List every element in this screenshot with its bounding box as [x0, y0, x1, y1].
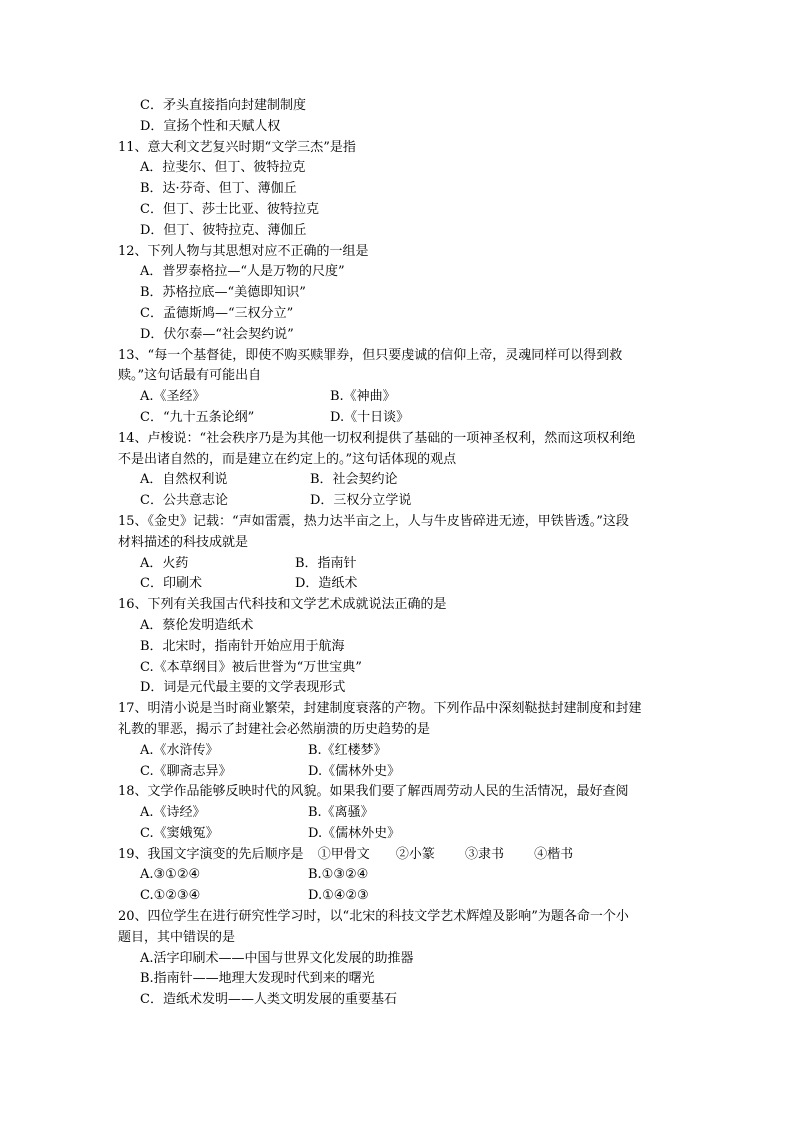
q20-option-a: A.活字印刷术——中国与世界文化发展的助推器: [140, 950, 414, 966]
q15-stem-line1: 15、《金史》记载：“声如雷震，热力达半亩之上，人与牛皮皆碎进无迹，甲铁皆透。”这段: [118, 513, 629, 529]
q19-item-3: ③隶书: [465, 846, 505, 862]
q18-option-c: C.《窦娥冤》: [140, 825, 219, 841]
q20-stem-line1: 20、四位学生在进行研究性学习时，以“北宋的科技文学艺术辉煌及影响”为题各命一个小: [118, 909, 629, 925]
q16-option-c: C.《本草纲目》被后世誉为“万世宝典”: [140, 659, 362, 675]
q11-option-d: D．但丁、彼特拉克、薄伽丘: [140, 222, 307, 238]
q15-option-b: B．指南针: [295, 555, 357, 571]
q16-option-b: B．北宋时，指南针开始应用于航海: [140, 638, 345, 654]
q12-stem: 12、下列人物与其思想对应不正确的一组是: [118, 243, 369, 259]
q12-option-b: B．苏格拉底—“美德即知识”: [140, 285, 306, 301]
q19-option-b: B.①③②④: [308, 867, 369, 883]
q15-stem-line2: 材料描述的科技成就是: [118, 534, 249, 550]
q18-options-row2: [118, 824, 678, 845]
q20-option-c: C．造纸术发明——人类文明发展的重要基石: [140, 992, 397, 1008]
q19-option-a: A.③①②④: [140, 867, 201, 883]
q18-options-row1: [118, 803, 678, 824]
q16-option-a: A．蔡伦发明造纸术: [140, 617, 254, 633]
q15-options-row1: [118, 554, 678, 575]
q11-option-a: A．拉斐尔、但丁、彼特拉克: [140, 160, 306, 176]
q20-stem-line2: 题目，其中错误的是: [118, 929, 236, 945]
q13-option-d: D.《十日谈》: [330, 409, 410, 425]
q14-option-b: B．社会契约论: [310, 472, 398, 488]
q12-option-d: D．伏尔泰—“社会契约说”: [140, 326, 294, 342]
q17-options-row1: [118, 741, 678, 762]
q17-stem-line1: 17、明清小说是当时商业繁荣，封建制度衰落的产物。下列作品中深刻鞑挞封建制度和封建: [118, 701, 642, 717]
q14-options-row1: [118, 470, 678, 491]
q17-option-c: C.《聊斋志异》: [140, 763, 232, 779]
q13-option-a: A.《圣经》: [140, 389, 206, 405]
q19-item-4: ④楷书: [534, 846, 574, 862]
q13-option-b: B.《神曲》: [330, 389, 396, 405]
q19-item-1: ①甲骨文: [317, 846, 370, 862]
q17-stem-line2: 礼教的罪恶，揭示了封建社会必然崩溃的历史趋势的是: [118, 721, 431, 737]
q18-option-b: B.《离骚》: [308, 805, 374, 821]
q19-stem: [118, 845, 678, 866]
q16-stem: 16、下列有关我国古代科技和文学艺术成就说法正确的是: [118, 597, 447, 613]
q17-option-d: D.《儒林外史》: [308, 763, 401, 779]
q12-option-a: A．普罗泰格拉—“人是万物的尺度”: [140, 264, 345, 280]
q13-options-row1: [118, 387, 678, 408]
q15-option-a: A．火药: [140, 555, 189, 571]
q15-options-row2: [118, 574, 678, 595]
question-list: [118, 96, 678, 1011]
q15-option-c: C．印刷术: [140, 576, 202, 592]
q10-option-c: C．矛头直接指向封建制制度: [140, 98, 306, 113]
q19-stem-text: 19、我国文字演变的先后顺序是: [118, 846, 304, 862]
q13-options-row2: [118, 408, 678, 429]
q17-option-b: B.《红楼梦》: [308, 742, 387, 758]
q15-option-d: D．造纸术: [295, 576, 358, 592]
q14-options-row2: [118, 491, 678, 512]
q19-options-row2: [118, 886, 678, 907]
q12-option-c: C．孟德斯鸠—“三权分立”: [140, 305, 294, 321]
q14-option-d: D．三权分立学说: [310, 493, 412, 509]
q11-option-c: C．但丁、莎士比亚、彼特拉克: [140, 201, 319, 217]
q19-option-c: C.①②③④: [140, 888, 201, 904]
q14-stem-line2: 不是出诸自然的，而是建立在约定上的。”这句话体现的观点: [118, 451, 457, 467]
q17-options-row2: [118, 762, 678, 783]
q18-option-d: D.《儒林外史》: [308, 825, 401, 841]
q20-option-b: B.指南针——地理大发现时代到来的曙光: [140, 971, 375, 987]
q11-option-b: B．达·芬奇、但丁、薄伽丘: [140, 181, 297, 197]
q11-stem: 11、意大利文艺复兴时期“文学三杰”是指: [118, 139, 356, 155]
q13-option-c: C．“九十五条论纲”: [140, 409, 255, 425]
q13-stem-line2: 赎。”这句话最有可能出自: [118, 368, 262, 384]
q13-stem-line1: 13、“每一个基督徒，即使不购买赎罪券，但只要虔诚的信仰上帝，灵魂同样可以得到救: [118, 347, 623, 363]
q18-stem: 18、文学作品能够反映时代的风貌。如果我们要了解西周劳动人民的生活情况，最好查阅: [118, 784, 629, 800]
q19-item-2: ②小篆: [395, 846, 435, 862]
q18-option-a: A.《诗经》: [140, 805, 206, 821]
q10-option-d: D．宣扬个性和天赋人权: [140, 118, 281, 134]
q14-option-a: A．自然权利说: [140, 472, 228, 488]
q14-stem-line1: 14、卢梭说：“社会秩序乃是为其他一切权利提供了基础的一项神圣权利，然而这项权利绝: [118, 430, 636, 446]
q19-options-row1: [118, 865, 678, 886]
q17-option-a: A.《水浒传》: [140, 742, 219, 758]
q19-option-d: D.①④②③: [308, 888, 369, 904]
q14-option-c: C．公共意志论: [140, 493, 228, 509]
q16-option-d: D．词是元代最主要的文学表现形式: [140, 680, 346, 696]
